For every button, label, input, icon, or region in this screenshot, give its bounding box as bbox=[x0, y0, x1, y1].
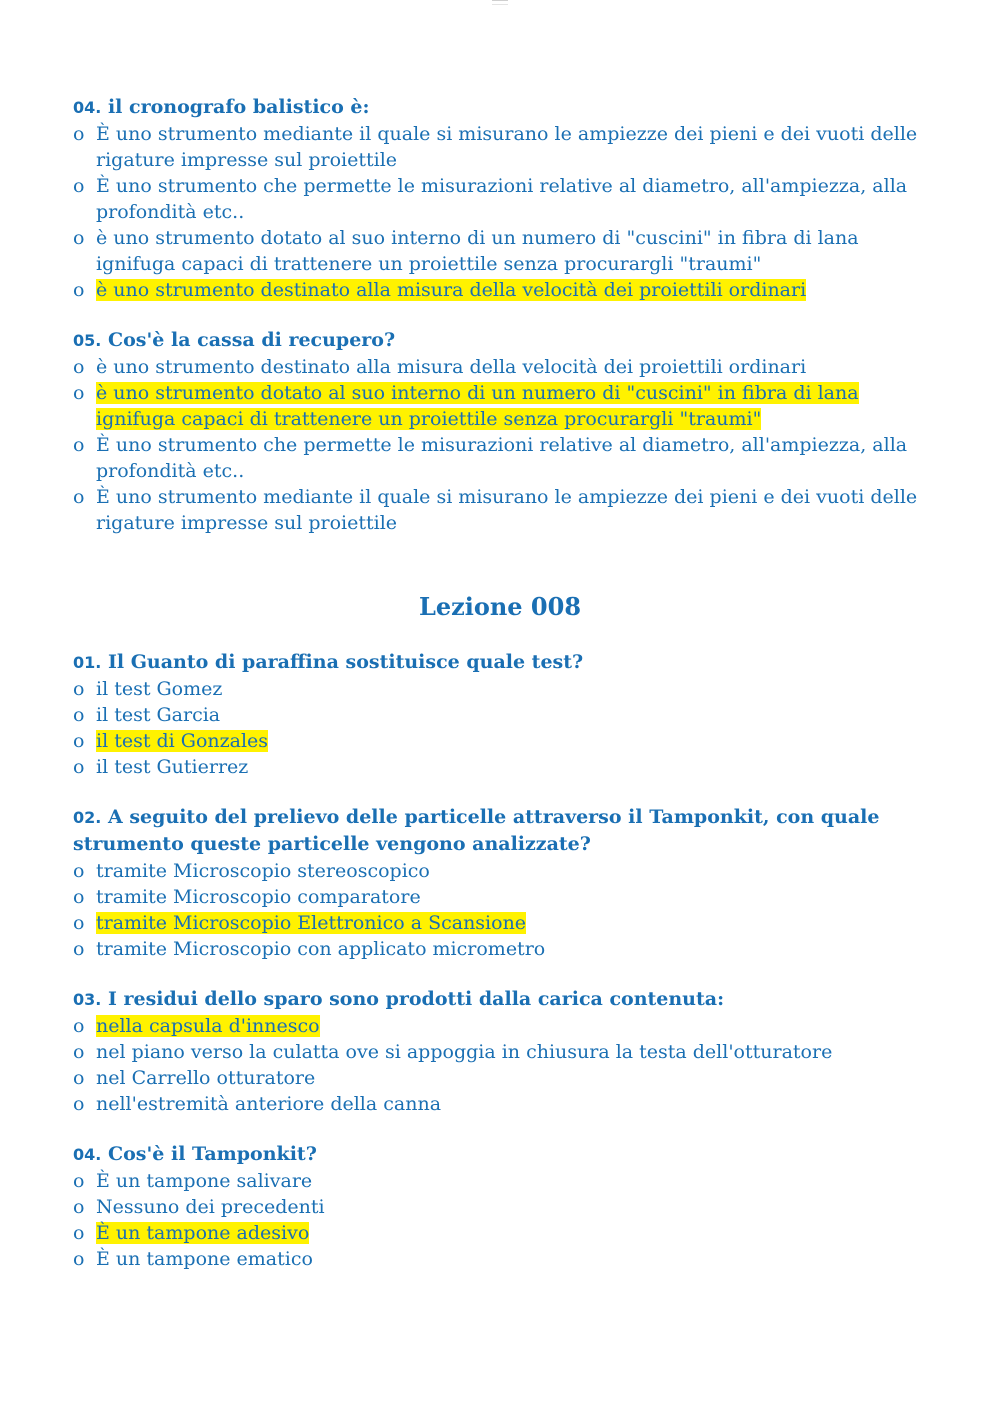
highlighted-answer: è uno strumento dotato al suo interno di un numero di "cuscini" in fibra di lana ignifuga capaci di trattenere un proiettile senza procurargli "traumi" bbox=[96, 382, 859, 430]
bullet-marker: o bbox=[73, 227, 85, 249]
answer-text bbox=[96, 173, 933, 225]
answer-text bbox=[96, 702, 933, 728]
answer-text bbox=[96, 484, 933, 536]
bullet-marker: o bbox=[73, 486, 85, 508]
question-number: 03. bbox=[73, 990, 102, 1009]
answer-text bbox=[96, 1194, 933, 1220]
question-title bbox=[73, 986, 933, 1013]
answer-text bbox=[96, 225, 933, 277]
answer-label: tramite Microscopio con applicato micrometro bbox=[96, 938, 546, 960]
answer-text bbox=[96, 728, 933, 754]
answer-option-correct bbox=[73, 910, 933, 936]
document-page bbox=[73, 94, 933, 1296]
bullet-marker: o bbox=[73, 175, 85, 197]
question-block bbox=[73, 986, 933, 1117]
answer-label: È uno strumento che permette le misurazioni relative al diametro, all'ampiezza, alla profondità etc.. bbox=[96, 175, 908, 223]
bullet-marker: o bbox=[73, 356, 85, 378]
answer-option bbox=[73, 354, 933, 380]
answer-label: è uno strumento destinato alla misura della velocità dei proiettili ordinari bbox=[96, 356, 807, 378]
answer-label: È un tampone ematico bbox=[96, 1248, 313, 1270]
answer-label: È uno strumento che permette le misurazioni relative al diametro, all'ampiezza, alla profondità etc.. bbox=[96, 434, 908, 482]
bullet-marker: o bbox=[73, 279, 85, 301]
answer-text bbox=[96, 1013, 933, 1039]
bullet-marker: o bbox=[73, 1170, 85, 1192]
highlighted-answer: È un tampone adesivo bbox=[96, 1222, 310, 1244]
answer-text bbox=[96, 936, 933, 962]
bullet-marker: o bbox=[73, 1067, 85, 1089]
question-text: I residui dello sparo sono prodotti dalla carica contenuta: bbox=[107, 988, 725, 1010]
answer-option bbox=[73, 754, 933, 780]
answer-label: È un tampone salivare bbox=[96, 1170, 313, 1192]
question-text: Cos'è il Tamponkit? bbox=[107, 1143, 317, 1165]
answer-text bbox=[96, 1065, 933, 1091]
question-title bbox=[73, 804, 933, 858]
answer-option bbox=[73, 1246, 933, 1272]
highlighted-answer: tramite Microscopio Elettronico a Scansione bbox=[96, 912, 527, 934]
question-block bbox=[73, 804, 933, 962]
question-text: A seguito del prelievo delle particelle attraverso il Tamponkit, con quale strumento queste particelle vengono analizzate? bbox=[73, 806, 880, 855]
answer-label: nel piano verso la culatta ove si appoggia in chiusura la testa dell'otturatore bbox=[96, 1041, 833, 1063]
answer-text bbox=[96, 676, 933, 702]
question-number: 04. bbox=[73, 1145, 102, 1164]
page-header-mark bbox=[492, 0, 508, 5]
answer-text bbox=[96, 354, 933, 380]
question-title bbox=[73, 327, 933, 354]
question-text: il cronografo balistico è: bbox=[107, 96, 370, 118]
question-number: 04. bbox=[73, 98, 102, 117]
answer-text bbox=[96, 1168, 933, 1194]
answer-label: È uno strumento mediante il quale si misurano le ampiezze dei pieni e dei vuoti delle rigature impresse sul proiettile bbox=[96, 123, 918, 171]
answer-label: il test Garcia bbox=[96, 704, 221, 726]
answer-option bbox=[73, 676, 933, 702]
bullet-marker: o bbox=[73, 1015, 85, 1037]
answer-text bbox=[96, 884, 933, 910]
answer-option bbox=[73, 225, 933, 277]
answer-text bbox=[96, 910, 933, 936]
answer-text bbox=[96, 1039, 933, 1065]
answer-option bbox=[73, 1039, 933, 1065]
answer-text bbox=[96, 1246, 933, 1272]
bullet-marker: o bbox=[73, 382, 85, 404]
answer-label: nel Carrello otturatore bbox=[96, 1067, 316, 1089]
bullet-marker: o bbox=[73, 678, 85, 700]
bullet-marker: o bbox=[73, 434, 85, 456]
bullet-marker: o bbox=[73, 886, 85, 908]
answer-option-correct bbox=[73, 277, 933, 303]
answer-option-correct bbox=[73, 1220, 933, 1246]
answer-text bbox=[96, 1220, 933, 1246]
answer-option-correct bbox=[73, 380, 933, 432]
lesson-title: Lezione 008 bbox=[418, 592, 582, 621]
answer-option bbox=[73, 121, 933, 173]
highlighted-answer: nella capsula d'innesco bbox=[96, 1015, 320, 1037]
answer-option-correct bbox=[73, 1013, 933, 1039]
bullet-marker: o bbox=[73, 912, 85, 934]
answer-text bbox=[96, 858, 933, 884]
answer-text bbox=[96, 380, 933, 432]
bullet-marker: o bbox=[73, 730, 85, 752]
highlighted-answer: il test di Gonzales bbox=[96, 730, 269, 752]
bullet-marker: o bbox=[73, 756, 85, 778]
bullet-marker: o bbox=[73, 938, 85, 960]
bullet-marker: o bbox=[73, 1222, 85, 1244]
answer-option bbox=[73, 173, 933, 225]
answer-option bbox=[73, 1091, 933, 1117]
answer-text bbox=[96, 1091, 933, 1117]
answer-option bbox=[73, 432, 933, 484]
answer-text bbox=[96, 754, 933, 780]
answer-option bbox=[73, 1168, 933, 1194]
bullet-marker: o bbox=[73, 704, 85, 726]
answer-option bbox=[73, 884, 933, 910]
bullet-marker: o bbox=[73, 123, 85, 145]
question-title bbox=[73, 1141, 933, 1168]
question-text: Cos'è la cassa di recupero? bbox=[107, 329, 396, 351]
answer-label: tramite Microscopio comparatore bbox=[96, 886, 421, 908]
bullet-marker: o bbox=[73, 1041, 85, 1063]
answer-label: Nessuno dei precedenti bbox=[96, 1196, 325, 1218]
answer-option bbox=[73, 702, 933, 728]
question-text: Il Guanto di paraffina sostituisce quale test? bbox=[107, 651, 584, 673]
question-block bbox=[73, 1141, 933, 1272]
answer-option bbox=[73, 858, 933, 884]
answer-option bbox=[73, 484, 933, 536]
answer-text bbox=[96, 432, 933, 484]
answer-option bbox=[73, 1194, 933, 1220]
bullet-marker: o bbox=[73, 1093, 85, 1115]
question-title bbox=[73, 94, 933, 121]
question-number: 05. bbox=[73, 331, 102, 350]
answer-text bbox=[96, 121, 933, 173]
question-block bbox=[73, 649, 933, 780]
question-title bbox=[73, 649, 933, 676]
answer-label: è uno strumento dotato al suo interno di un numero di "cuscini" in fibra di lana ignifuga capaci di trattenere un proiettile senza procurargli "traumi" bbox=[96, 227, 859, 275]
question-number: 02. bbox=[73, 808, 102, 827]
answer-label: nell'estremità anteriore della canna bbox=[96, 1093, 442, 1115]
question-block bbox=[73, 94, 933, 303]
bullet-marker: o bbox=[73, 1248, 85, 1270]
answer-label: il test Gutierrez bbox=[96, 756, 249, 778]
answer-option bbox=[73, 936, 933, 962]
answer-label: È uno strumento mediante il quale si misurano le ampiezze dei pieni e dei vuoti delle rigature impresse sul proiettile bbox=[96, 486, 918, 534]
answer-text bbox=[96, 277, 933, 303]
answer-label: tramite Microscopio stereoscopico bbox=[96, 860, 430, 882]
question-block bbox=[73, 327, 933, 536]
answer-option-correct bbox=[73, 728, 933, 754]
bullet-marker: o bbox=[73, 1196, 85, 1218]
answer-option bbox=[73, 1065, 933, 1091]
highlighted-answer: è uno strumento destinato alla misura della velocità dei proiettili ordinari bbox=[96, 279, 807, 301]
question-number: 01. bbox=[73, 653, 102, 672]
answer-label: il test Gomez bbox=[96, 678, 223, 700]
bullet-marker: o bbox=[73, 860, 85, 882]
